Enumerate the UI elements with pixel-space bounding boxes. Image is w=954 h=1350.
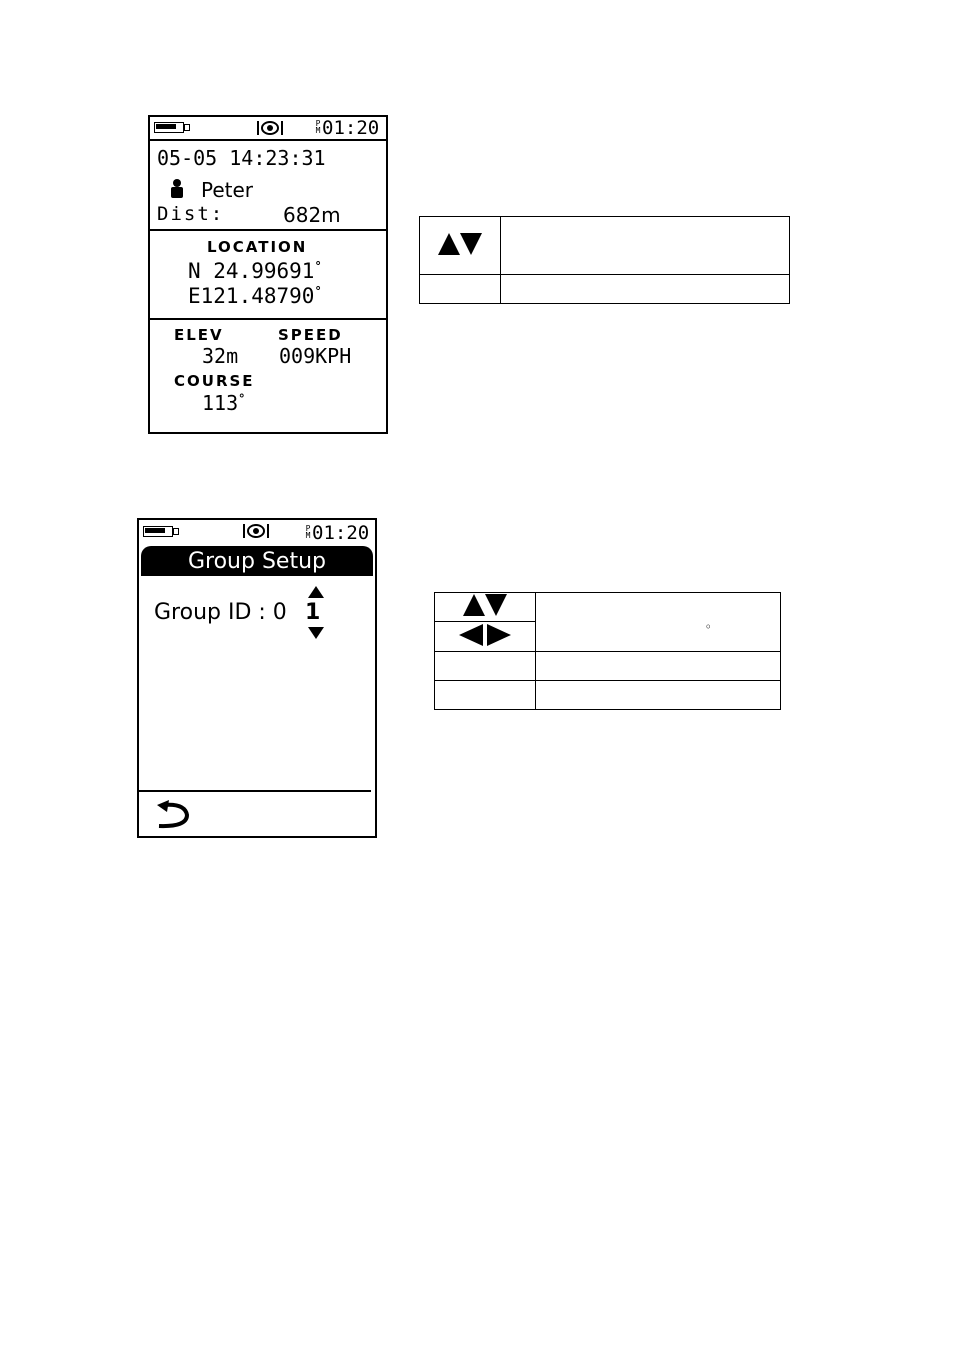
left-right-arrow-icon <box>459 631 511 650</box>
up-down-arrow-icon <box>438 240 482 259</box>
description-cell <box>536 681 781 710</box>
group-id-digit[interactable]: 1 <box>305 600 321 625</box>
down-arrow-icon[interactable] <box>308 627 324 639</box>
location-label: LOCATION <box>207 238 308 256</box>
group-setup-screen <box>137 518 377 838</box>
divider <box>139 790 371 792</box>
gps-icon <box>256 119 284 137</box>
up-down-arrow-icon <box>463 601 507 620</box>
clock: P M01:20 <box>315 117 380 139</box>
key-cell <box>435 593 536 622</box>
table-row <box>435 593 781 622</box>
course-value: 113° <box>202 391 246 415</box>
gps-icon <box>242 522 270 540</box>
key-cell <box>435 681 536 710</box>
clock: P M01:20 <box>305 522 370 544</box>
course-label: COURSE <box>174 372 255 390</box>
gps-status-screen <box>148 115 388 434</box>
key-table-2 <box>434 592 781 710</box>
key-cell <box>420 217 501 275</box>
ampm-indicator: P M <box>305 524 311 540</box>
page-title: Group Setup <box>141 546 373 576</box>
status-bar <box>150 117 386 141</box>
up-arrow-icon[interactable] <box>308 586 324 598</box>
key-cell <box>435 652 536 681</box>
table-row <box>420 275 790 304</box>
speed-value: 009KPH <box>279 344 352 368</box>
key-table-1 <box>419 216 790 304</box>
battery-icon <box>154 122 190 133</box>
elev-value: 32m <box>202 344 239 368</box>
key-cell <box>420 275 501 304</box>
latitude: N 24.99691° <box>188 259 322 283</box>
return-icon[interactable] <box>155 800 193 830</box>
battery-icon <box>143 526 179 537</box>
description-cell: 。 <box>536 593 781 652</box>
speed-label: SPEED <box>278 326 343 344</box>
elev-label: ELEV <box>174 326 224 344</box>
user-name: Peter <box>201 178 254 202</box>
divider <box>150 229 386 231</box>
longitude: E121.48790° <box>188 284 322 308</box>
description-cell <box>536 652 781 681</box>
key-cell <box>435 622 536 652</box>
description-cell <box>501 217 790 275</box>
table-row <box>435 652 781 681</box>
table-row <box>420 217 790 275</box>
group-id-label: Group ID : 0 <box>154 600 287 625</box>
ampm-indicator: P M <box>315 119 321 135</box>
dist-label: Dist: <box>157 203 225 225</box>
dist-value: 682m <box>283 203 341 227</box>
description-cell <box>501 275 790 304</box>
table-row <box>435 681 781 710</box>
divider <box>150 318 386 320</box>
status-bar <box>139 520 375 544</box>
person-icon <box>170 179 184 199</box>
datetime: 05-05 14:23:31 <box>157 146 326 170</box>
